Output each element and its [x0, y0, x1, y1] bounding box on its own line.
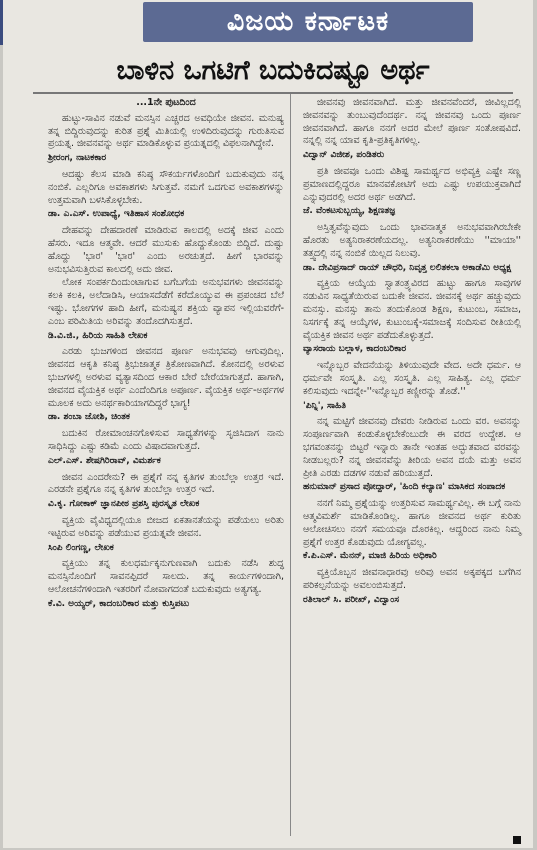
- quote-byline: ವ್ಯಾಸರಾಯ ಬಲ್ಲಾಳ, ಕಾದಂಬರಿಕಾರ: [303, 344, 407, 355]
- quote-paragraph: ಪ್ರತಿ ಜೀವವೂ ಒಂದು ವಿಶಿಷ್ಟ ಸಾಮರ್ಥ್ಯದ ಅಭಿವ್ಯಕ್ತಿ ಎಷ್ಟೇ ಸಣ್ಣ ಪ್ರಮಾಣದಲ್ಲಿದ್ದರೂ ಮಾನವಕೋಟಿಗೆ ಅದು ಎಷ್ಟು ಉಪಯುಕ್ತವಾಗಿದೆ ಎನ್ನುವುದರಲ್ಲಿ ಅದರ ಅರ್ಥ ಅಡಗಿದೆ.: [303, 165, 521, 203]
- article-headline: ಬಾಳಿನ ಒಗಟಿಗೆ ಬದುಕಿದಷ್ಟೂ ಅರ್ಥ: [116, 55, 430, 86]
- quote-paragraph: ಲೋಕ ಸಂಪರ್ಕದಿಂದುಂಟಾಗುವ ಬಗೆಬಗೆಯ ಅನುಭವಗಳು ಜೀವನವನ್ನು ಕಲಕಿ ಕಲಕಿ, ಅಲೆದಾಡಿಸಿ, ಆಯಾಸದೆಡೆಗೆ ಕರೆದೊಯ್ಯುವ ಈ ಪ್ರಪಂಚದ ಬೆಲೆ ಇಷ್ಟು. ಭೋಗಗಳ ಹಾದಿ ಹೀಗೆ, ಮನುಷ್ಯನ ಶಕ್ತಿಯ ವ್ಯಾಪನ ಇಲ್ಲಿಯವರೆಗೆ-ಎಂಬ ಪರಿಮಿತಿಯ ಅರಿವನ್ನು ತಂದೊದಗಿಸುತ್ತದೆ.: [48, 277, 284, 327]
- quote-byline: ಜೆ. ವೆಂಕಟಸುಬ್ಬಯ್ಯ, ಶಿಕ್ಷಣತಜ್ಞ: [303, 206, 396, 217]
- quote-paragraph: ವ್ಯಕ್ತಿಯ ವೈವಿಧ್ಯದಲ್ಲಿಯೂ ಬೀಜದ ಏಕತಾನತೆಯನ್ನು ಪಡೆಯಲು ಅರಿತು ಇಟ್ಟಿರುವ ಅರಿವನ್ನು ಪಡೆಯುವ ಪ್ರಯತ್ನವೇ ಜೀವನ.: [48, 514, 284, 539]
- quote-paragraph: ವ್ಯಕ್ತಿಯು ತನ್ನ ಕುಲಧರ್ಮಕ್ಕನುಗುಣವಾಗಿ ಬದುಕು ನಡೆಸಿ ಶುದ್ಧ ಮನಸ್ಸಿನೊಂದಿಗೆ ಸಾವನಪ್ಪಿದರೆ ಸಾಲದು. ತನ್ನ ಕಾರ್ಯಗಳಿಂದಾಗಿ, ಆಲೋಚನೆಗಳಿಂದಾಗಿ ಇತರರಿಗೆ ನೋವಾಗದಂತೆ ಬದುಕುವುದು ಅತ್ಯಗತ್ಯ.: [48, 558, 284, 595]
- quote-paragraph: ಇನ್ನೊಬ್ಬರ ವೇದನೆಯನ್ನು ತಿಳಿಯುವುದೇ ವೇದ. ಅದೇ ಧರ್ಮ. ಆ ಧರ್ಮವೇ ಸಂಸ್ಕೃತಿ. ಎಲ್ಲ ಸಂಸ್ಕೃತಿ. ಎಲ್ಲ ಸಾಹಿತ್ಯ. ಎಲ್ಲ ಧರ್ಮ ಕಲಿಸುವುದು ಇದನ್ನೇ-''ಇನ್ನೊಬ್ಬರ ಕಣ್ಣೀರನ್ನು ತೊಡೆ.'': [303, 360, 521, 397]
- quote-byline: 'ಪಿನ್ನಿ', ಸಾಹಿತಿ: [303, 400, 346, 411]
- article-column-right: [303, 97, 521, 610]
- quote-paragraph: ವ್ಯಕ್ತಿಯೊಬ್ಬನ ಜೀವನಾಧಾರವು ಅರಿವು ಅವನ ಅಕ್ಕಪಕ್ಕದ ಬಗೆಗಿನ ಪರಿಕಲ್ಪನೆಯನ್ನು ಅವಲಂಬಿಸುತ್ತದೆ.: [303, 567, 521, 591]
- quote-paragraph: ಹುಟ್ಟು-ಸಾವಿನ ನಡುವೆ ಮನಸ್ಸಿನ ಎಚ್ಚರದ ಅವಧಿಯೇ ಜೀವನ. ಮನುಷ್ಯ ತನ್ನ ಬಿದ್ದಿರುವುದನ್ನು ಕುರಿತ ಪ್ರಶ್ನೆ ಮಿತಿಯಲ್ಲಿ ಉಳಿದಿರುವುದನ್ನು ಗುರುತಿಸುವ ಪ್ರಯತ್ನ. ಜೀವನವನ್ನು ಅರ್ಥ ಮಾಡಿಕೊಳ್ಳುವ ಪ್ರಯತ್ನದಲ್ಲಿ ವಿಫಲನಾಗಿದ್ದೇನೆ.: [48, 112, 284, 150]
- quote-paragraph: ಜೀವನವು ಜೀವನವಾಗಿದೆ. ಮತ್ತು ಜೀವನವೆಂದರೆ, ಜೀವಿಲ್ಲದಲ್ಲಿ ಜೀವನವನ್ನು ತುಂಬುವುದೆಂದರ್ಥ. ನನ್ನ ಜೀವನವು ಒಂದು ಪೂರ್ಣ ಜೀವನವಾಗಿದೆ. ಹಾಗೂ ನನಗೆ ಅದರ ಮೇಲೆ ಪೂರ್ಣ ಸಂತೋಷವಿದೆ. ನನ್ನಲ್ಲಿ ನನ್ನ ಯಾವ ಕೃತಿ-ಪ್ರತಿಕೃತಿಗಳಿಲ್ಲ.: [303, 97, 521, 147]
- quote-paragraph: ಅಸ್ತಿತ್ವವೆನ್ನುವುದು ಒಂದು ಭಾವನಾತ್ಮಕ ಅನುಭವವಾಗಿರಬೇಕೇ ಹೊರತು ಅತ್ಯನಿರಾಕರಣೆಯದಲ್ಲ. ಅತ್ಯನಿರಾಕರಣೆಯು ''ಮಾಯಾ'' ತತ್ತ್ವದಲ್ಲಿ ನನ್ನ ನಂಬಿಕೆ ಯಿಲ್ಲದ ನಿಲುವು.: [303, 222, 521, 259]
- quote-paragraph: ಎರಡು ಭುಜಗಳಿಂದ ಜೀವನದ ಪೂರ್ಣ ಅನುಭವವು ಆಗುವುದಿಲ್ಲ. ಜೀವನದ ಆಕೃತಿ ಕನಿಷ್ಠ ತ್ರಿಭುಜಾತ್ಮಕ ತ್ರಿಕೋಣವಾಗಿದೆ. ಕೋನದಲ್ಲಿ ಅರಳುವ ಭುಜಗಳಲ್ಲಿ ಅರಳುವ ವ್ಯತ್ಯಾಸದಿಂದ ಆಕಾರ ಬೇರೆ ಬೇರೆಯಾಗುತ್ತದೆ. ಹಾಗಾಗಿ, ಜೀವನದ ವೈಯಕ್ತಿಕ ಅರ್ಥ ಎಂದೆಂದಿಗೂ ಅಪೂರ್ಣ. ವೈಯಕ್ತಿಕ ಅರ್ಥ-ಅರ್ಥಗಳ ಮೂಲಕ ಅದು ಅನರ್ಥಕಾರಿಯಾಗದಿದ್ದರೆ ಭಾಗ್ಯ!: [48, 346, 284, 409]
- quote-byline: ಎಲ್.ಎಸ್. ಶೇಷಗಿರಿರಾವ್, ವಿಮರ್ಶಕ: [48, 455, 161, 466]
- quote-paragraph: ಆದಷ್ಟು ಕೆಲಸ ಮಾಡಿ ಕನಿಷ್ಠ ಸೌಕರ್ಯಗಳೊಂದಿಗೆ ಬದುಕುವುದು ನನ್ನ ನಂಬಿಕೆ. ಎಲ್ಲರಿಗೂ ಅವಕಾಶಗಳು ಸಿಗುತ್ತವೆ. ನಮಗೆ ಒದಗುವ ಅವಕಾಶಗಳನ್ನು ಉತ್ತಮವಾಗಿ ಬಳಸಿಕೊಳ್ಳಬೇಕು.: [48, 168, 284, 206]
- newspaper-clipping: [3, 0, 533, 848]
- quote-byline: ರತಿಲಾಲ್ ಸಿ. ಪರೀಖ್, ವಿದ್ವಾಂಸ: [303, 594, 400, 605]
- quote-byline: ಶ್ರೀರಂಗ, ನಾಟಕಕಾರ: [48, 153, 107, 164]
- article-end-mark: [513, 836, 521, 844]
- continued-from-label: ...1ನೇ ಪುಟದಿಂದ: [136, 97, 196, 108]
- quote-byline: ಸಿಂಪಿ ಲಿಂಗಣ್ಣ, ಲೇಖಕ: [48, 542, 114, 553]
- quote-paragraph: ಬದುಕಿನ ರೋಮಾಂಚನಗೊಳಿಸುವ ಸಾಧ್ಯತೆಗಳನ್ನು ಸೃಜಿಸಿದಾಗ ನಾನು ಸಾಧಿಸಿದ್ದು ಎಷ್ಟು ಕಡಿಮೆ ಎಂದು ವಿಷಾದವಾಗುತ್ತದೆ.: [48, 428, 284, 452]
- headline-rule: [33, 92, 513, 94]
- quote-paragraph: ನನ್ನ ಮಟ್ಟಿಗೆ ಜೀವನವು ದೇವರು ನೀಡಿರುವ ಒಂದು ವರ. ಅವನನ್ನು ಸಂಪೂರ್ಣವಾಗಿ ಕಂಡುಕೊಳ್ಳಬೇಕೆಂಬುದೇ ಈ ವರದ ಉದ್ದೇಶ. ಆ ಭಗವಂತನನ್ನು ಬಿಟ್ಟರೆ ಇನ್ನಾರು ತಾನೇ ಇಂತಹ ಅದ್ಭುತವಾದ ವರವನ್ನು ನೀಡಬಲ್ಲರು? ನನ್ನ ಜೀವನವೆನ್ನು ತೀರಿಯ ಅವನ ದಯೆ ಮತ್ತು ಅವನ ಪ್ರೀತಿ ಎರಡು ದಡಗಳ ನಡುವೆ ಹರಿಯುತ್ತದೆ.: [303, 416, 521, 479]
- quote-byline: ವಿ.ಕೃ. ಗೋಕಾಕ್ ಜ್ಞಾನಪೀಠ ಪ್ರಶಸ್ತಿ ಪುರಸ್ಕೃತ ಲೇಖಕ: [48, 499, 200, 510]
- article-column-left: [48, 97, 284, 614]
- column-divider: [290, 94, 291, 836]
- quote-byline: ಡಾ. ಶಂಬಾ ಜೋಶಿ, ಚಿಂತಕ: [48, 412, 130, 423]
- masthead-title: ವಿಜಯ ಕರ್ನಾಟಕ: [226, 6, 390, 37]
- quote-byline: ವಿದ್ವಾನ್ ವಿಜೀಶ, ಪಂಡಿತರು: [303, 150, 385, 161]
- quote-byline: ಡಾ. ದೇವಿಪ್ರಸಾದ್ ರಾಯ್ ಚೌಧರಿ, ನಿವೃತ್ತ ಲಲಿತಕಲಾ ಅಕಾಡೆಮಿ ಅಧ್ಯಕ್ಷ: [303, 262, 512, 273]
- quote-byline: ಕೆ.ವಿ. ಅಯ್ಯರ್, ಕಾದಂಬರಿಕಾರ ಮತ್ತು ಕುಸ್ತಿಪಟು: [48, 598, 190, 609]
- quote-paragraph: ವ್ಯಕ್ತಿಯ ಆಯ್ಕೆಯ ಸ್ವಾತಂತ್ರ್ಯವಿರದ ಹುಟ್ಟು ಹಾಗೂ ಸಾವುಗಳ ನಡುವಿನ ಸಾಧ್ಯತೆಯಿರುವ ಬದುಕೇ ಜೀವನ. ಜೀವನಕ್ಕೆ ಅರ್ಥ ಹಚ್ಚುವುದು ಮನಸ್ಸು. ಮನಸ್ಸು ತಾನು ತಂದುಕೊಂಡ ಶಿಕ್ಷಣ, ಕುಟುಂಬ, ಸಮಾಜ, ನಿಸರ್ಗಕ್ಕೆ ತನ್ನ ಆಯ್ಕೆಗಳ, ಕುಟುಂಬಕ್ಕೆ-ಸಮಾಜಕ್ಕೆ ಸಂದಿಸುವ ರೀತಿಯಲ್ಲಿ ವೈಯಕ್ತಿಕ ಜೀವನ ಅರ್ಥ ಪಡೆದುಕೊಳ್ಳುತ್ತದೆ.: [303, 278, 521, 341]
- quote-paragraph: ಜೀವನ ಎಂದರೇನು? ಈ ಪ್ರಶ್ನೆಗೆ ನನ್ನ ಕೃತಿಗಳ ತುಂಬೆಲ್ಲಾ ಉತ್ತರ ಇದೆ. ಎರಡನೇ ಪ್ರಶ್ನೆಗೂ ನನ್ನ ಕೃತಿಗಳ ತುಂಬೆಲ್ಲಾ ಉತ್ತರ ಇದೆ.: [48, 471, 284, 496]
- quote-paragraph: ನನಗೆ ನಿಮ್ಮ ಪ್ರಶ್ನೆಯನ್ನು ಉತ್ತರಿಸುವ ಸಾಮರ್ಥ್ಯವಿಲ್ಲ. ಈ ಬಗ್ಗೆ ನಾನು ಆತ್ಮವಿಮರ್ಶೆ ಮಾಡಿಕೊಂಡಿಲ್ಲ. ಹಾಗೂ ಜೀವನದ ಅರ್ಥ ಕುರಿತು ಆಲೋಚಿಸಲು ನನಗೆ ಸಮಯವೂ ದೊರಕಿಲ್ಲ. ಆದ್ದರಿಂದ ನಾನು ನಿಮ್ಮ ಪ್ರಶ್ನೆಗೆ ಉತ್ತರ ಕೊಡುವುದು ಯೋಗ್ಯವಲ್ಲ.: [303, 498, 521, 548]
- newspaper-masthead: [143, 2, 473, 42]
- quote-paragraph: ದೇಹವನ್ನು ದೇಹದಾರಣೆ ಮಾಡಿರುವ ಕಾಲದಲ್ಲಿ ಅದಕ್ಕೆ ಜೀವ ಎಂದು ಹೆಸರು. ಇದೂ ಆತ್ಮವೇ. ಆದರೆ ಮುಸುಕು ಹೊದ್ದುಕೊಂಡು ಬಿದ್ದಿದೆ. ದುಷ್ಟು ಹೊದ್ದು 'ಭಾರ' 'ಭಾರ' ಎಂದು ಅರಚುತ್ತದೆ. ಹೀಗೆ ಭಾರವನ್ನು ಅನುಭವಿಸುತ್ತಿರುವ ಕಾಲದಲ್ಲಿ ಅದು ಜೀವ.: [48, 225, 284, 275]
- quote-byline: ಡಾ. ಎ.ಎಸ್. ಉಪಾಧ್ಯೆ, ಇತಿಹಾಸ ಸಂಶೋಧಕ: [48, 209, 185, 220]
- quote-byline: ಹನುಮಾನ್ ಪ್ರಸಾದ ಪೋದ್ದಾರ್, 'ಹಿಂದಿ ಕಲ್ಯಾಣ' ಮಾಸಿಕದ ಸಂಪಾದಕ: [303, 482, 506, 493]
- quote-byline: ಕೆ.ಪಿ.ಎಸ್. ಮೆನನ್, ಮಾಜಿ ಹಿರಿಯ ಅಧಿಕಾರಿ: [303, 551, 437, 562]
- quote-byline: ಡಿ.ವಿ.ಜಿ., ಹಿರಿಯ ಸಾಹಿತಿ ಲೇಖಕ: [48, 330, 148, 341]
